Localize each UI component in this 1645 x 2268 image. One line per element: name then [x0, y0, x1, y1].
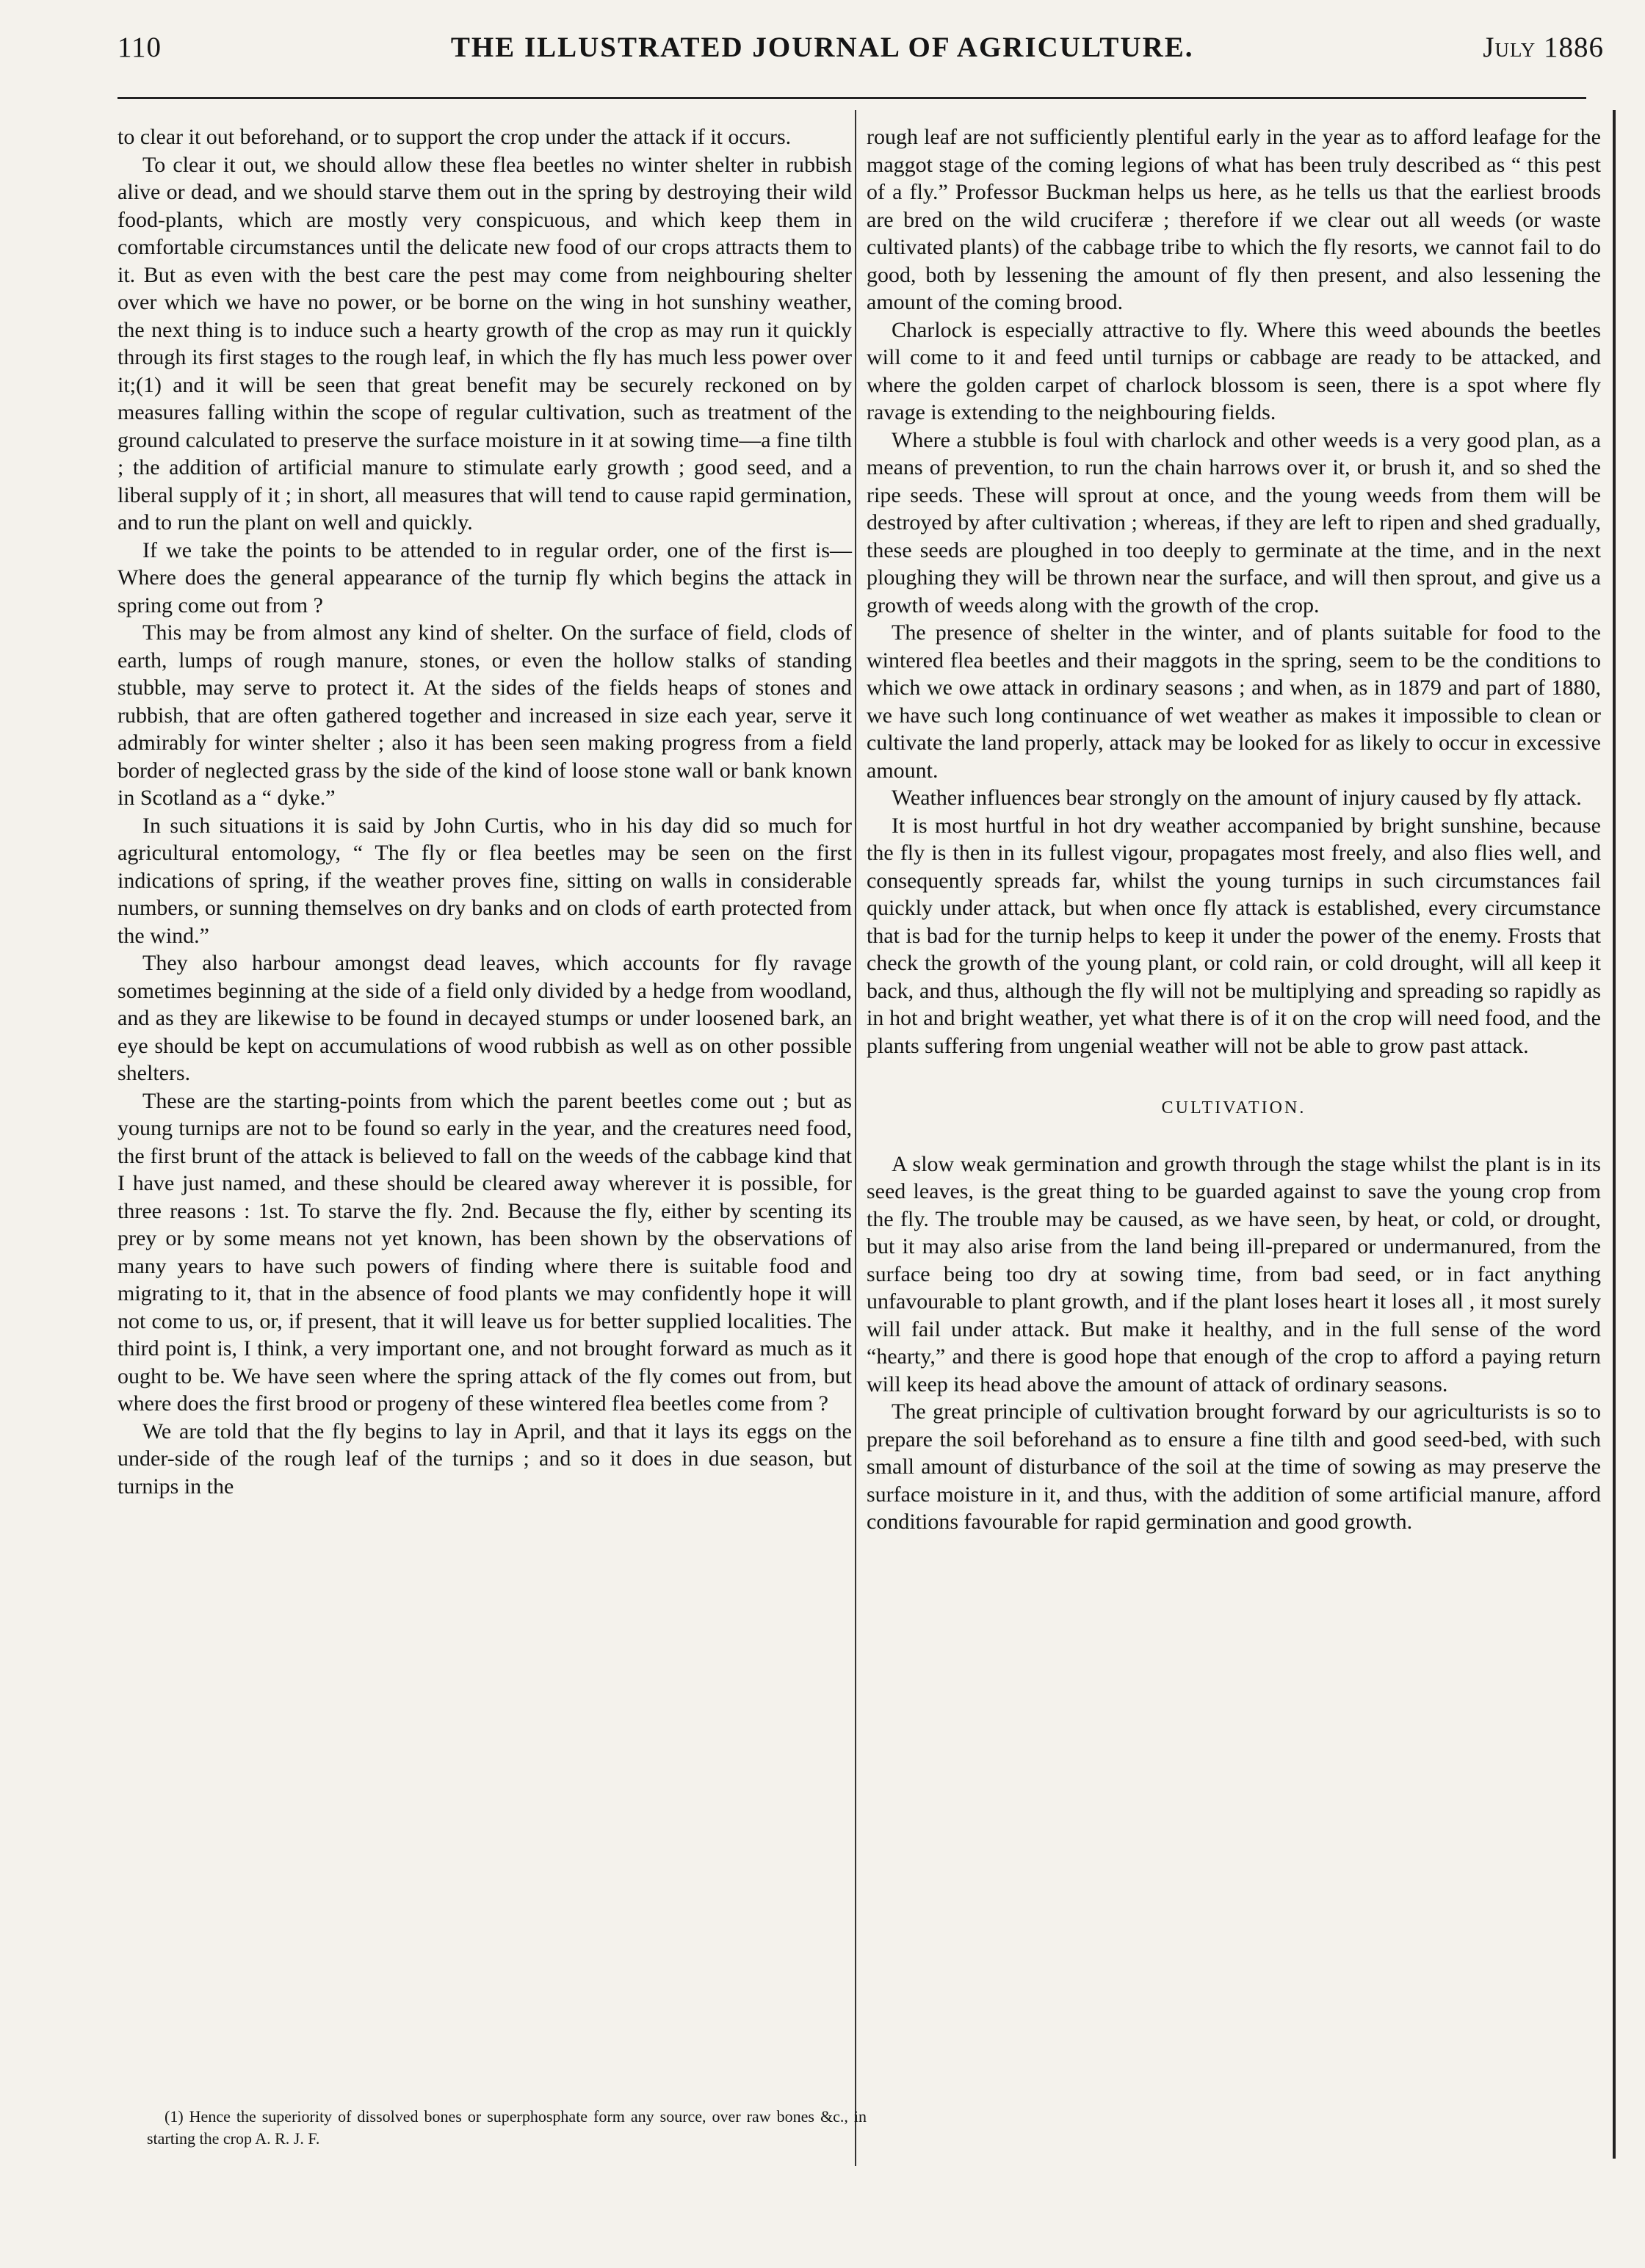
paragraph: Charlock is especially attractive to fly. Where this weed abounds the beetles will come to it and feed until turnips or cabbage are ready to be attacked, and where the golden carpet of charlock blossom is seen, there is a spot where fly ravage is extending to the neighbouring fields.: [867, 317, 1601, 424]
page-edge-rule: [1613, 110, 1616, 2159]
paragraph: The presence of shelter in the winter, and of plants suitable for food to the wintered flea beetles and their maggots in the spring, seem to be the conditions to which we owe attack in ordinary seasons ; and when, as in 1879 and part of 1880, we have such long continuance of wet weather as makes it impossible to clean or cultivate the land properly, attack may be looked for as likely to occur in excessive amount.: [867, 620, 1601, 783]
issue-date: July 1886: [1483, 31, 1604, 63]
paragraph: We are told that the fly begins to lay in April, and that it lays its eggs on the under-side of the rough leaf of the turnips ; and so it does in due season, but turnips in the: [118, 1419, 852, 1499]
paragraph: To clear it out, we should allow these flea beetles no winter shelter in rubbish alive or dead, and we should starve them out in the spring by destroying their wild food-plants, which are mostly very conspicuous, and which keep them in comfortable circumstances until the delicate new food of our crops attracts them to it. But as even with the best care the pest may come from neighbouring shelter over which we have no power, or be borne on the wing in hot sunshiny weather, the next thing is to induce such a hearty growth of the crop as may run it quickly through its first stages to the rough leaf, in which the fly has much less power over it;(1) and it will be seen that great benefit may be securely reckoned on by measures falling within the scope of regular cultivation, such as treatment of the ground calculated to preserve the surface moisture in it at sowing time—a fine tilth ; the addition of artificial manure to stimulate early growth ; good seed, and a liberal supply of it ; in short, all measures that will tend to cause rapid germination, and to run the plant on well and quickly.: [118, 152, 852, 535]
footnote: (1) Hence the superiority of dissolved bones or superphosphate form any source, over raw bones &c., in starting the crop A. R. J. F.: [147, 2107, 867, 2148]
paragraph: The great principle of cultivation brought forward by our agriculturists is so to prepare the soil beforehand as to ensure a fine tilth and good seed-bed, with such small amount of disturbance of the soil at the time of sowing as may preserve the surface moisture in it, and thus, with the addition of some artificial manure, afford conditions favourable for rapid germination and good growth.: [867, 1399, 1601, 1534]
journal-title: THE ILLUSTRATED JOURNAL OF AGRICULTURE.: [450, 31, 1194, 63]
page-number: 110: [118, 31, 162, 63]
paragraph: A slow weak germination and growth through the stage whilst the plant is in its seed leaves, is the great thing to be guarded against to save the young crop from the fly. The trouble may be caused, as we have seen, by heat, or cold, or drought, but it may also arise from the land being ill-prepared or undermanured, from the surface being too dry at sowing time, from bad seed, or in fact anything unfavourable to plant growth, and if the plant loses heart it loses all , it most surely will fail under attack. But make it healthy, and in the full sense of the word “hearty,” and there is good hope that enough of the crop to afford a paying return will keep its head above the amount of attack of ordinary seasons.: [867, 1151, 1601, 1396]
header-rule: [118, 97, 1586, 99]
paragraph: rough leaf are not sufficiently plentiful early in the year as to afford leafage for the maggot stage of the coming legions of what has been truly described as “ this pest of a fly.” Professor Buckman helps us here, as he tells us that the earliest broods are bred on the wild cruciferæ ; therefore if we clear out all weeds (or waste cultivated plants) of the cabbage tribe to which the fly resorts, we cannot fail to do good, both by lessening the amount of fly then present, and also lessening the amount of the coming brood.: [867, 125, 1601, 314]
paragraph: to clear it out beforehand, or to support the crop under the attack if it occurs.: [118, 125, 792, 149]
paragraph: In such situations it is said by John Curtis, who in his day did so much for agricultural entomology, “ The fly or flea beetles may be seen on the first indications of spring, if the weather proves fine, sitting on walls in considerable numbers, or sunning themselves on dry banks and on clods of earth protected from the wind.”: [118, 813, 852, 948]
paragraph: Where a stubble is foul with charlock and other weeds is a very good plan, as a means of prevention, to run the chain harrows over it, or brush it, and so shed the ripe seeds. These will sprout at once, and the young weeds from them will be destroyed by after cultivation ; whereas, if they are left to ripen and shed gradually, these seeds are ploughed in too deeply to germinate at the time, and in the next ploughing they will be thrown near the surface, and will then sprout, and give us a growth of weeds along with the growth of the crop.: [867, 427, 1601, 617]
paragraph: It is most hurtful in hot dry weather accompanied by bright sunshine, because the fly is then in its fullest vigour, propagates most freely, and also flies well, and consequently spreads far, whilst the young turnips in such circumstances fail quickly under attack, but when once fly attack is established, every circumstance that is bad for the turnip helps to keep it under the power of the enemy. Frosts that check the growth of the young plant, or cold rain, or cold drought, will all keep it back, and thus, although the fly will not be multiplying and spreading so rapidly as in hot and bright weather, yet what there is of it on the crop will need food, and the plants suffering from ungenial weather will not be able to grow past attack.: [867, 813, 1601, 1058]
paragraph: This may be from almost any kind of shelter. On the surface of field, clods of earth, lumps of rough manure, stones, or even the hollow stalks of standing stubble, may serve to protect it. At the sides of the fields heaps of stones and rubbish, that are often gathered together and increased in size each year, serve it admirably for winter shelter ; also it has been seen making progress from a field border of neglected grass by the side of the kind of loose stone wall or bank known in Scotland as a “ dyke.”: [118, 620, 852, 810]
paragraph: If we take the points to be attended to in regular order, one of the first is—Where does the general appearance of the turnip fly which begins the attack in spring come out from ?: [118, 537, 852, 617]
right-column: [867, 123, 1601, 1536]
column-divider: [855, 110, 856, 2166]
section-heading: CULTIVATION.: [1161, 1098, 1306, 1117]
left-column: [118, 123, 852, 1500]
paragraph: These are the starting-points from which the parent beetles come out ; but as young turnips are not to be found so early in the year, and the creatures need food, the first brunt of the attack is believed to fall on the weeds of the cabbage kind that I have just named, and these should be cleared away wherever it is possible, for three reasons : 1st. To starve the fly. 2nd. Because the fly, either by scenting its prey or by some means not yet known, has been shown by the observations of many years to have such powers of finding where there is suitable food and migrating to it, that in the absence of food plants we may confidently hope it will not come to us, or, if present, that it will leave us for better supplied localities. The third point is, I think, a very important one, and not brought forward as much as it ought to be. We have seen where the spring attack of the fly comes out from, but where does the first brood or progeny of these wintered flea beetles come from ?: [118, 1088, 852, 1416]
running-head: [118, 25, 1604, 69]
paragraph: Weather influences bear strongly on the amount of injury caused by fly attack.: [892, 786, 1582, 810]
paragraph: They also harbour amongst dead leaves, which accounts for fly ravage sometimes beginning at the side of a field only divided by a hedge from woodland, and as they are likewise to be found in decayed stumps or under loosened bark, an eye should be kept on accumulations of wood rubbish as well as on other possible shelters.: [118, 951, 852, 1085]
